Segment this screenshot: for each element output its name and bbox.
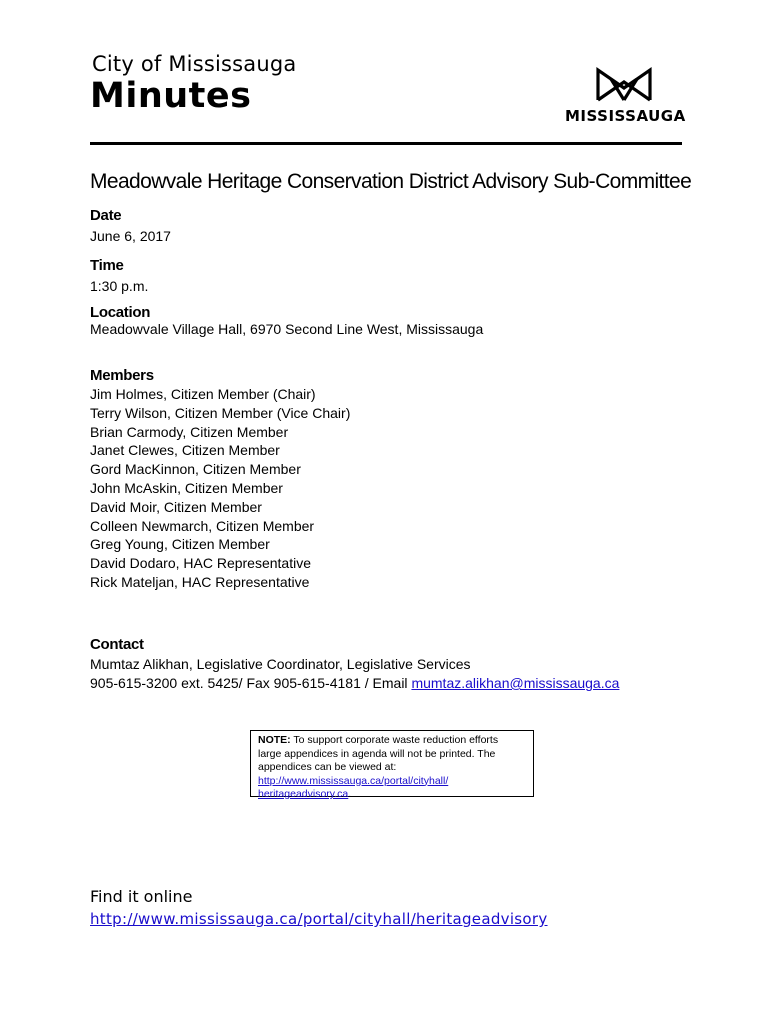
location-value: Meadowvale Village Hall, 6970 Second Line West, Mississauga [90,321,484,337]
date-value: June 6, 2017 [90,228,171,244]
contact-phone-fax: 905-615-3200 ext. 5425/ Fax 905-615-4181 / Email [90,675,412,691]
note-text: appendices can be viewed at: [258,761,397,773]
members-label: Members [90,367,154,384]
page-title: Minutes [90,76,252,116]
contact-label: Contact [90,636,144,653]
list-item: Colleen Newmarch, Citizen Member [90,517,315,534]
note-period: . [348,788,352,800]
time-value: 1:30 p.m. [90,278,149,294]
committee-name: Meadowvale Heritage Conservation District Advisory Sub-Committee [90,170,692,193]
contact-line-1: Mumtaz Alikhan, Legislative Coordinator, Legislative Services [90,656,471,672]
contact-line-2 [90,675,619,691]
city-name: City of Mississauga [92,52,297,76]
note-bold-label: NOTE: [258,734,291,746]
list-item: David Dodaro, HAC Representative [90,555,311,572]
note-box [250,730,534,800]
header-divider [90,142,682,145]
logo-wordmark: MISSISSAUGA [565,107,686,125]
location-label: Location [90,304,151,321]
list-item: Greg Young, Citizen Member [90,536,270,553]
list-item: Jim Holmes, Citizen Member (Chair) [90,386,316,402]
note-text: large appendices in agenda will not be printed. The [258,747,496,760]
list-item: Rick Mateljan, HAC Representative [90,573,310,590]
find-online-label: Find it online [90,887,193,906]
members-list [90,385,350,592]
date-label: Date [90,207,122,224]
list-item: Terry Wilson, Citizen Member (Vice Chair) [90,404,351,421]
note-link[interactable]: heritageadvisory.ca [258,788,349,800]
list-item: Janet Clewes, Citizen Member [90,442,280,459]
list-item: Gord MacKinnon, Citizen Member [90,461,301,478]
list-item: David Moir, Citizen Member [90,498,262,515]
note-link[interactable]: http://www.mississauga.ca/portal/cityhall/ [258,774,449,787]
find-online-link[interactable]: http://www.mississauga.ca/portal/cityhall/heritageadvisory [90,910,548,928]
email-link[interactable]: mumtaz.alikhan@mississauga.ca [411,675,620,691]
list-item: John McAskin, Citizen Member [90,479,283,496]
find-online-row [90,910,548,928]
note-text: To support corporate waste reduction efforts [290,734,499,746]
list-item: Brian Carmody, Citizen Member [90,423,289,440]
time-label: Time [90,257,124,274]
